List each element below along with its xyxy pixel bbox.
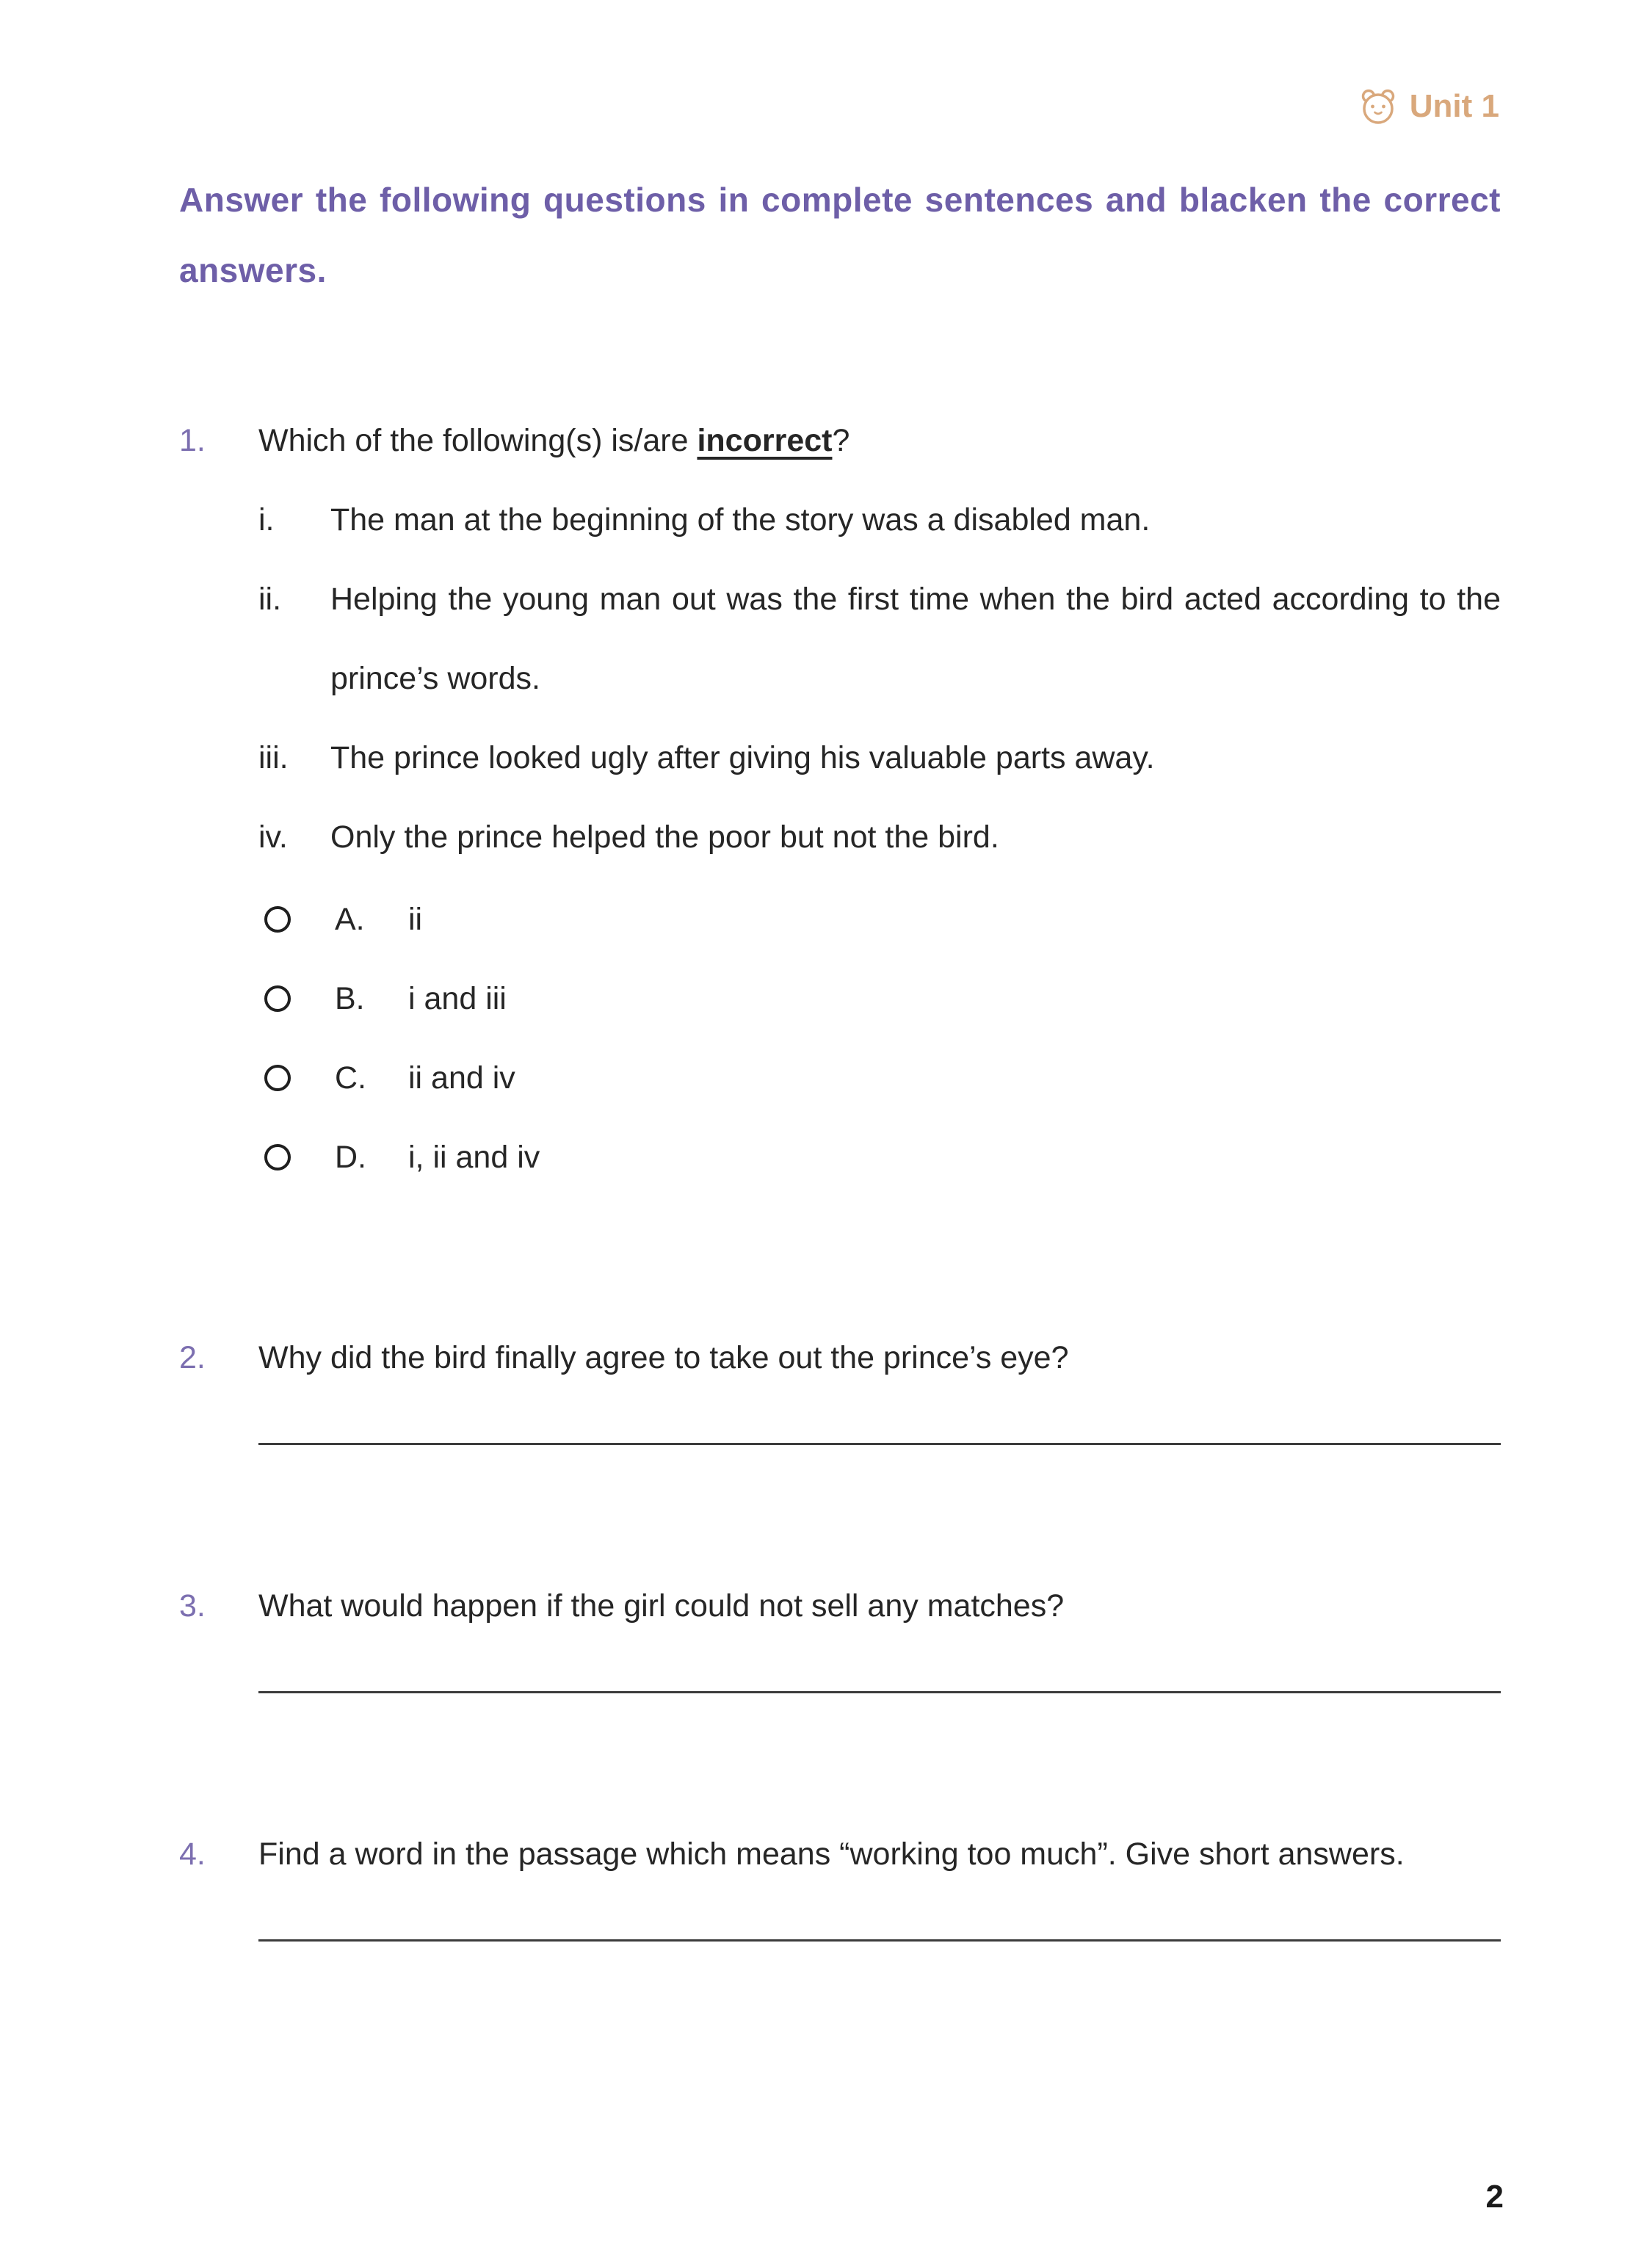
question-3-body xyxy=(258,1566,1501,1693)
option-d-label: D. xyxy=(335,1140,366,1175)
option-b xyxy=(258,959,1501,1038)
option-a-radio-col xyxy=(258,906,335,933)
option-d-text: i, ii and iv xyxy=(408,1140,540,1175)
unit-label: Unit 1 xyxy=(1409,88,1499,124)
option-b-text: i and iii xyxy=(408,981,507,1016)
question-1-body xyxy=(258,401,1501,1197)
question-4-body xyxy=(258,1814,1501,1942)
option-c xyxy=(258,1038,1501,1118)
subitem-ii-label: ii. xyxy=(258,582,282,617)
subitem-iii-text: The prince looked ugly after giving his valuable parts away. xyxy=(330,740,1155,775)
options-group xyxy=(258,880,1501,1197)
option-b-radio-circle[interactable] xyxy=(264,985,291,1012)
question-1-text-before: Which of the following(s) is/are xyxy=(258,423,698,458)
subitem-iv-label: iv. xyxy=(258,819,288,855)
subitem-iv xyxy=(258,797,1501,877)
instructions-heading: Answer the following questions in complete sentences and blacken the correct answers. xyxy=(179,181,1501,289)
page-number: 2 xyxy=(1485,2179,1504,2215)
question-3-answer-line[interactable] xyxy=(258,1691,1501,1693)
question-3 xyxy=(179,1566,1501,1693)
question-1-text-emphasis: incorrect xyxy=(697,423,833,458)
question-4 xyxy=(179,1814,1501,1942)
question-1-number: 1. xyxy=(179,423,206,458)
option-a xyxy=(258,880,1501,959)
subitem-i-text: The man at the beginning of the story was a disabled man. xyxy=(330,502,1151,538)
question-4-number: 4. xyxy=(179,1837,206,1872)
question-1-text xyxy=(258,401,1501,480)
subitem-i xyxy=(258,480,1501,560)
subitem-iii xyxy=(258,718,1501,797)
option-a-radio-circle[interactable] xyxy=(264,906,291,933)
question-3-text: What would happen if the girl could not sell any matches? xyxy=(258,1588,1065,1624)
question-4-answer-line[interactable] xyxy=(258,1939,1501,1942)
option-b-radio-col xyxy=(258,985,335,1012)
option-c-radio-circle[interactable] xyxy=(264,1065,291,1091)
question-2-body xyxy=(258,1318,1501,1445)
option-d-radio-circle[interactable] xyxy=(264,1144,291,1170)
question-2-answer-line[interactable] xyxy=(258,1443,1501,1445)
subitem-iv-text: Only the prince helped the poor but not the bird. xyxy=(330,819,999,855)
subitem-ii xyxy=(258,560,1501,718)
question-2-text: Why did the bird finally agree to take out the prince’s eye? xyxy=(258,1340,1069,1375)
option-c-text: ii and iv xyxy=(408,1060,515,1096)
hamster-icon xyxy=(1358,87,1398,126)
subitem-i-label: i. xyxy=(258,502,275,538)
option-d xyxy=(258,1118,1501,1197)
question-2 xyxy=(179,1318,1501,1445)
subitem-ii-text: Helping the young man out was the first time when the bird acted according to the prince’s words. xyxy=(330,582,1501,696)
subitem-iii-label: iii. xyxy=(258,740,289,775)
unit-badge xyxy=(1358,87,1499,126)
option-c-radio-col xyxy=(258,1065,335,1091)
option-d-radio-col xyxy=(258,1144,335,1170)
question-3-number: 3. xyxy=(179,1588,206,1624)
question-1-text-after: ? xyxy=(832,423,850,458)
question-4-text: Find a word in the passage which means “working too much”. Give short answers. xyxy=(258,1837,1405,1872)
option-a-label: A. xyxy=(335,902,365,937)
option-a-text: ii xyxy=(408,902,423,937)
option-b-label: B. xyxy=(335,981,365,1016)
question-1 xyxy=(179,401,1501,1197)
option-c-label: C. xyxy=(335,1060,366,1096)
question-2-number: 2. xyxy=(179,1340,206,1375)
